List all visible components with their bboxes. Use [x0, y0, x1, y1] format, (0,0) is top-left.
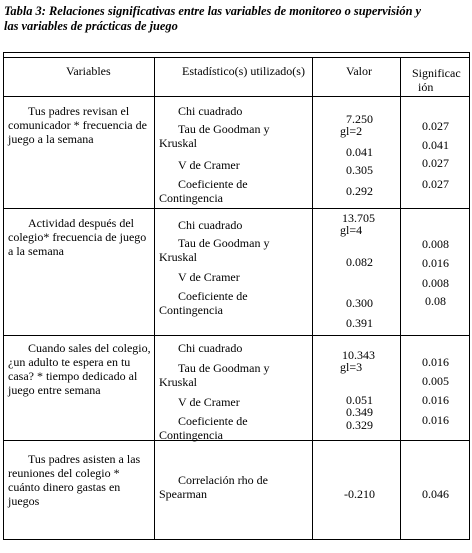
row-2-sig-1: 0.008: [422, 237, 449, 251]
row-1-stat-3: V de Cramer: [178, 158, 240, 172]
row-1-sig-1: 0.027: [422, 119, 449, 133]
row-2-stat-3: V de Cramer: [178, 270, 240, 284]
row-2-sig-3: 0.008: [422, 276, 449, 290]
row-2-sig-4: 0.08: [425, 294, 446, 308]
row-2-value-1: 13.705: [342, 211, 375, 225]
header-significacion-line2: ión: [418, 80, 434, 94]
header-estadistico: Estadístico(s) utilizado(s): [182, 64, 305, 78]
row-4-sig-1: 0.046: [422, 487, 449, 501]
row-1-value-1: 7.250: [346, 112, 373, 126]
row-3-stat-1: Chi cuadrado: [178, 341, 243, 355]
row-2-value-5: 0.391: [346, 316, 373, 330]
row-1-sig-3: 0.027: [422, 156, 449, 170]
row-1-value-2: gl=2: [340, 124, 363, 138]
row-3-value-5: 0.329: [346, 418, 373, 432]
row-1-stat-1: Chi cuadrado: [178, 104, 243, 118]
row-3-value-4: 0.349: [346, 405, 373, 419]
row-4-stat-1: Correlación rho de Spearman: [159, 473, 268, 501]
row-3-sig-2: 0.005: [422, 374, 449, 388]
column-divider-3: [400, 57, 401, 539]
row-2-value-4: 0.300: [346, 296, 373, 310]
row-1-sig-2: 0.041: [422, 138, 449, 152]
row-3-variable: Cuando sales del colegio, ¿un adulto te espera en tu casa? * tiempo dedicado al juego entre semana: [8, 341, 151, 397]
row-3-value-1: 10.343: [342, 348, 375, 362]
row-3-value-3: 0.051: [346, 393, 373, 407]
row-2-stat-2: Tau de Goodman y Kruskal: [159, 236, 270, 264]
row-3-stat-4: Coeficiente de Contingencia: [159, 414, 248, 442]
row-4-variable: Tus padres asisten a las reuniones del colegio * cuánto dinero gastas en juegos: [8, 452, 141, 508]
header-valor: Valor: [346, 64, 372, 78]
column-divider-1: [154, 57, 155, 539]
header-significacion-line1: Significac: [412, 66, 461, 80]
row-2-variable: Actividad después del colegio* frecuencia de juego a la semana: [8, 216, 147, 258]
row-3-stat-3: V de Cramer: [178, 395, 240, 409]
row-3-sig-4: 0.016: [422, 413, 449, 427]
row-2-value-2: gl=4: [340, 223, 363, 237]
caption-title-line2: las variables de prácticas de juego: [4, 19, 178, 33]
row-1-value-5: 0.292: [346, 184, 373, 198]
row-1-stat-4: Coeficiente de Contingencia: [159, 177, 248, 205]
row-3-sig-3: 0.016: [422, 393, 449, 407]
row-2-stat-4: Coeficiente de Contingencia: [159, 289, 248, 317]
row-1-variable: Tus padres revisan el comunicador * frecuencia de juego a la semana: [8, 104, 147, 146]
table-caption: [4, 4, 470, 34]
row-1-value-3: 0.041: [346, 145, 373, 159]
row-1-value-4: 0.305: [346, 163, 373, 177]
row-2-stat-1: Chi cuadrado: [178, 218, 243, 232]
row-3-sig-1: 0.016: [422, 355, 449, 369]
row-2-sig-2: 0.016: [422, 256, 449, 270]
caption-label: Tabla 3:: [4, 4, 46, 18]
row-3-stat-2: Tau de Goodman y Kruskal: [159, 361, 270, 389]
row-1-stat-2: Tau de Goodman y Kruskal: [159, 122, 270, 150]
row-4-value-1: -0.210: [344, 487, 375, 501]
header-variables: Variables: [66, 64, 111, 78]
row-1-sig-4: 0.027: [422, 177, 449, 191]
column-divider-2: [312, 57, 313, 539]
row-2-value-3: 0.082: [346, 255, 373, 269]
caption-title-line1: Relaciones significativas entre las variables de monitoreo o supervisión y: [49, 4, 422, 18]
row-3-value-2: gl=3: [340, 360, 363, 374]
